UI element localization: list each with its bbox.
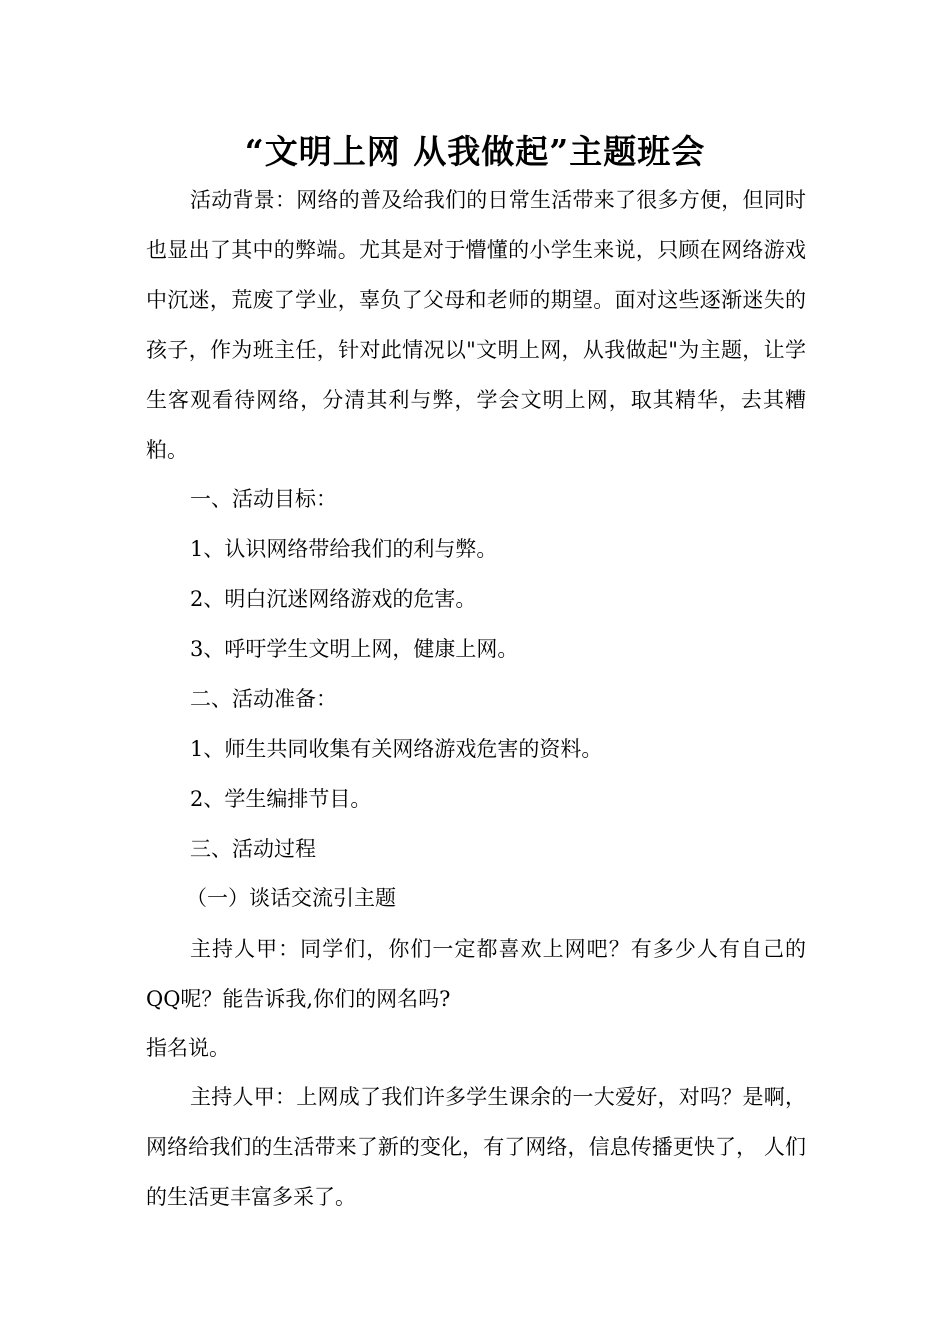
note-line: 指名说。 — [146, 1036, 230, 1060]
host-paragraph: 主持人甲：上网成了我们许多学生课余的一大爱好，对吗？是啊，网络给我们的生活带来了新的变化，有了网络，信息传播更快了， 人们的生活更丰富多采了。 — [146, 1085, 806, 1209]
section-heading-process: 三、活动过程 — [190, 837, 316, 861]
goal-item: 1、认识网络带给我们的利与弊。 — [190, 537, 498, 561]
document-title: “文明上网 从我做起”主题班会 — [244, 132, 706, 171]
prep-item: 1、师生共同收集有关网络游戏危害的资料。 — [190, 737, 603, 761]
goal-item: 2、明白沉迷网络游戏的危害。 — [190, 587, 477, 611]
section-heading-goals: 一、活动目标： — [190, 487, 337, 511]
subsection-heading: （一）谈话交流引主题 — [186, 886, 396, 910]
background-paragraph: 活动背景：网络的普及给我们的日常生活带来了很多方便，但同时也显出了其中的弊端。尤其是对于懵懂的小学生来说，只顾在网络游戏中沉迷，荒废了学业，辜负了父母和老师的期望。面对这些逐渐迷失的孩子，作为班主任，针对此情况以"文明上网，从我做起"为主题，让学生客观看待网络，分清其利与弊，学会文明上网，取其精华，去其糟粕。 — [146, 188, 806, 462]
goal-item: 3、呼吁学生文明上网，健康上网。 — [190, 637, 519, 661]
prep-item: 2、学生编排节目。 — [190, 787, 372, 811]
section-heading-preparation: 二、活动准备： — [190, 687, 337, 711]
host-paragraph: 主持人甲：同学们，你们一定都喜欢上网吧？有多少人有自己的QQ呢？能告诉我,你们的网名吗? — [146, 937, 806, 1011]
